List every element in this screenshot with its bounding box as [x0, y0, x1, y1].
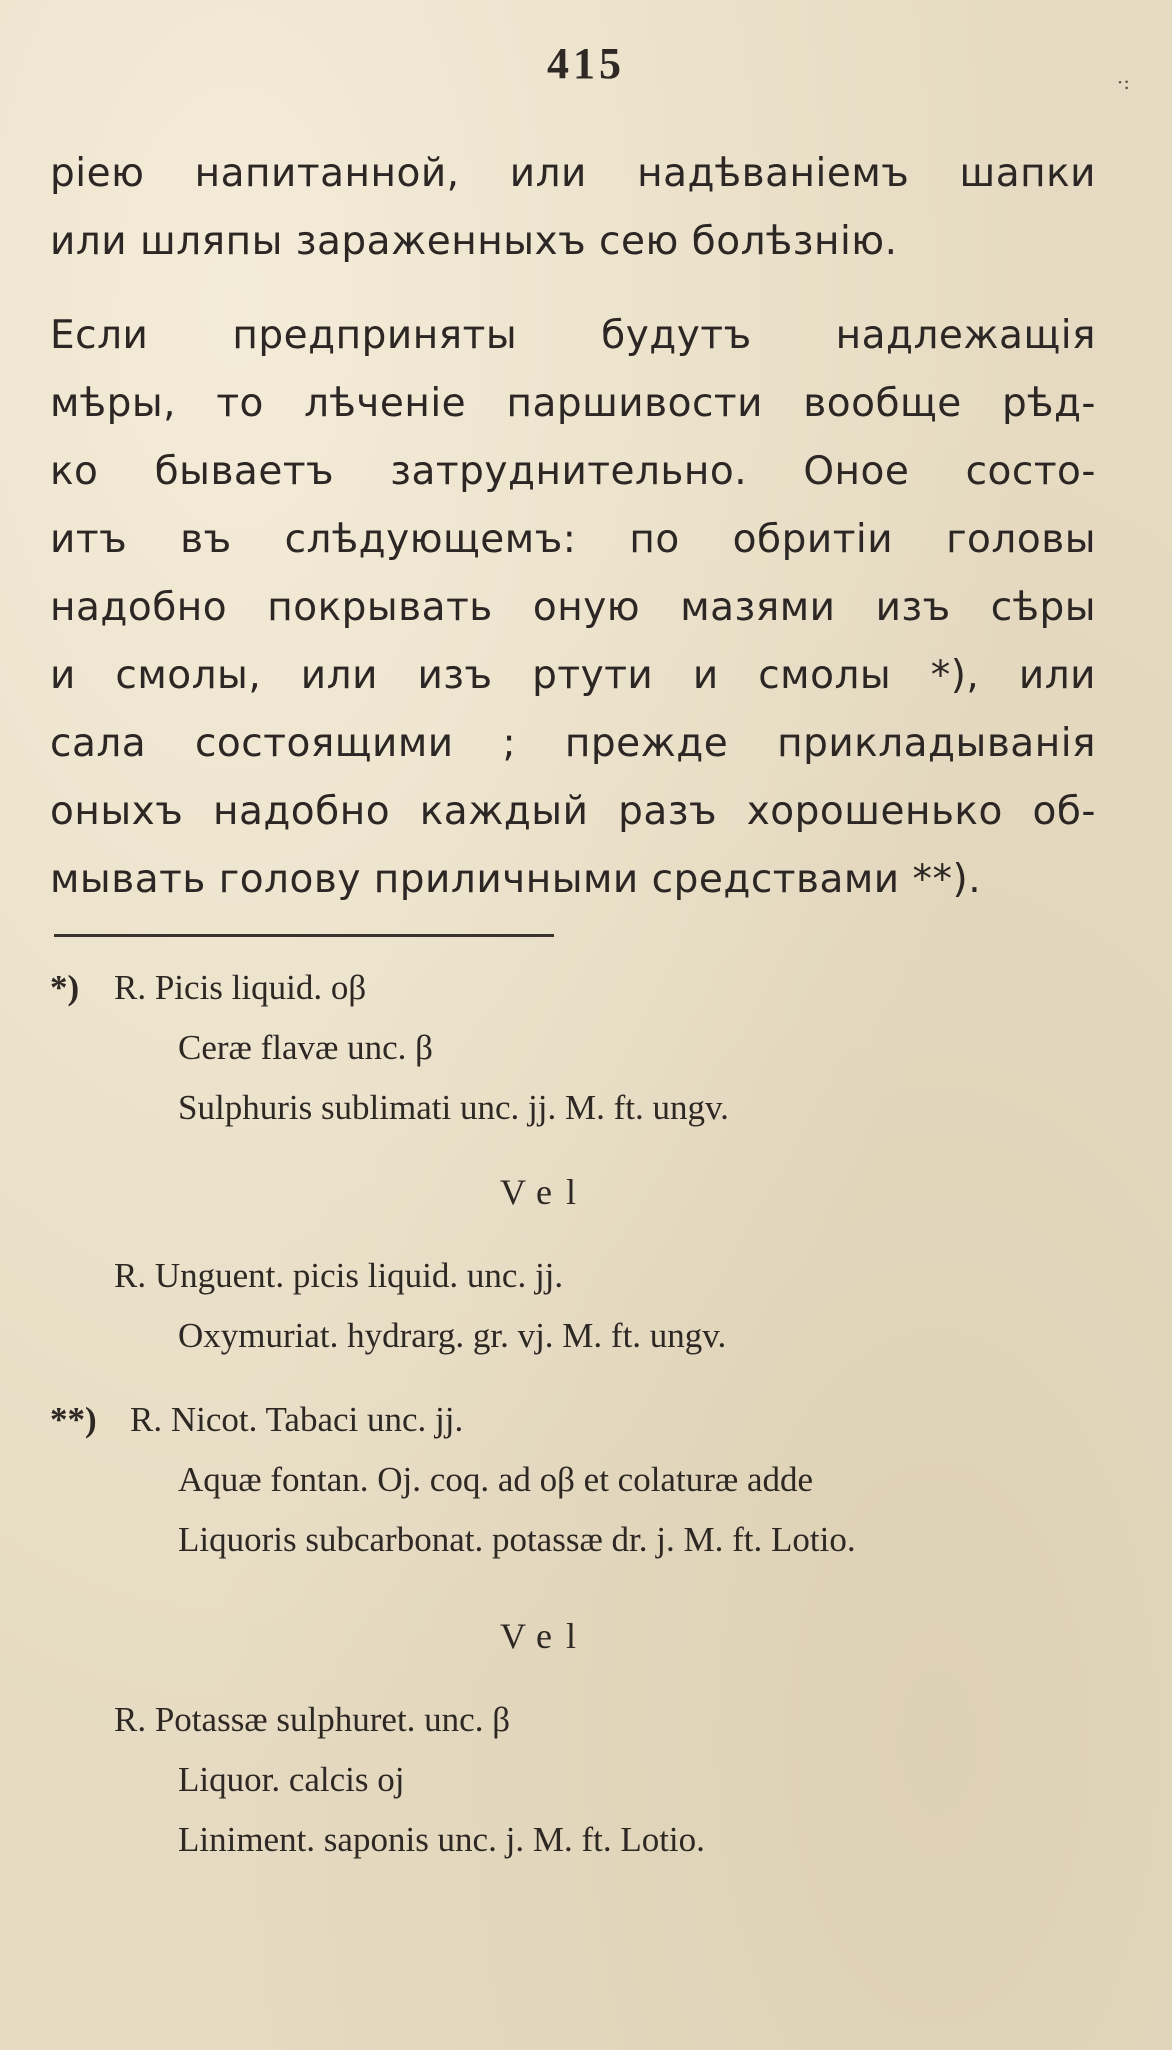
text-line: надобно покрывать оную мазями изъ сѣры — [50, 585, 1096, 630]
footnote-text: Aquæ fontan. Oj. coq. ad oβ et colaturæ adde — [178, 1460, 814, 1499]
footnote-text: R. Nicot. Tabaci unc. jj. — [130, 1400, 464, 1439]
footnote-text: Liquoris subcarbonat. potassæ dr. j. M. ft. Lotio. — [178, 1520, 856, 1559]
vel-heading: Vel — [500, 1172, 590, 1212]
text-line: или шляпы зараженныхъ сею болѣзнію. — [50, 219, 898, 264]
text-line: ріею напитанной, или надѣваніемъ шапки — [50, 151, 1096, 196]
footnote-line — [50, 1246, 1130, 1306]
footnote-line — [50, 1810, 1130, 1870]
footnote-line — [50, 1390, 1130, 1450]
vel-heading: Vel — [500, 1616, 590, 1656]
text-line: мывать голову приличными средствами **). — [50, 857, 982, 902]
paragraph-2 — [50, 302, 1096, 914]
footnote-text: R. Unguent. picis liquid. unc. jj. — [114, 1256, 564, 1295]
footnote-line — [50, 1078, 1130, 1138]
footnote-marker: **) — [50, 1400, 97, 1439]
text-line: ко бываетъ затруднительно. Оное состо- — [50, 449, 1096, 494]
footnote-line — [50, 1306, 1130, 1366]
footnote-line — [50, 958, 1130, 1018]
footnote-text: R. Potassæ sulphuret. unc. β — [114, 1700, 511, 1739]
text-line: Если предприняты будутъ надлежащія — [50, 313, 1096, 358]
footnote-line — [50, 1750, 1130, 1810]
footnotes — [50, 958, 1130, 1870]
text-line: итъ въ слѣдующемъ: по обритіи головы — [50, 517, 1096, 562]
footnote-text: Ceræ flavæ unc. β — [178, 1028, 433, 1067]
footnote-text: Liniment. saponis unc. j. M. ft. Lotio. — [178, 1820, 705, 1859]
text-line: сала состоящими ; прежде прикладыванія — [50, 721, 1096, 766]
corner-mark: ·: — [1116, 70, 1130, 94]
page-number: 415 — [547, 39, 625, 88]
footnote-text: Oxymuriat. hydrarg. gr. vj. M. ft. ungv. — [178, 1316, 727, 1355]
footnote-line — [50, 1018, 1130, 1078]
text-line: оныхъ надобно каждый разъ хорошенько об- — [50, 789, 1096, 834]
footnote-line — [50, 1690, 1130, 1750]
footnote-text: R. Picis liquid. oβ — [114, 968, 367, 1007]
main-text — [50, 140, 1096, 914]
paragraph-1 — [50, 140, 1096, 276]
footnote-marker: *) — [50, 968, 80, 1007]
footnote-line — [50, 1510, 1130, 1570]
footnote-text: Sulphuris sublimati unc. jj. M. ft. ungv. — [178, 1088, 729, 1127]
footnote-text: Liquor. calcis oj — [178, 1760, 405, 1799]
footnote-separator-rule — [54, 934, 554, 937]
text-line: мѣры, то лѣченіе паршивости вообще рѣд- — [50, 381, 1096, 426]
text-line: и смолы, или изъ ртути и смолы *), или — [50, 653, 1096, 698]
footnote-line — [50, 1450, 1130, 1510]
